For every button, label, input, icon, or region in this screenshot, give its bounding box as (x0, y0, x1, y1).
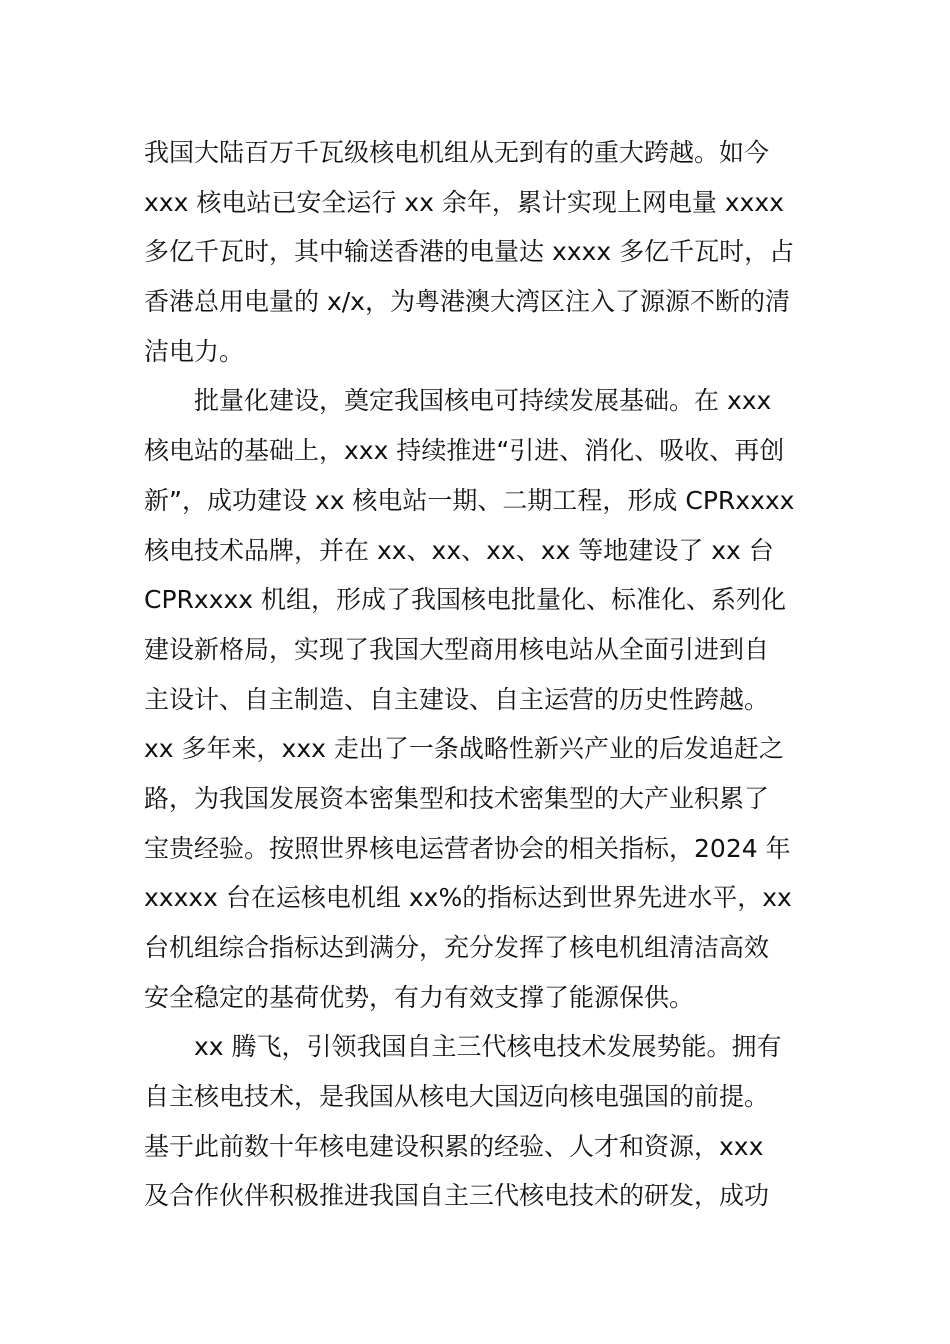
text-line: 我国大陆百万千瓦级核电机组从无到有的重大跨越。如今 (144, 138, 770, 167)
text-line: 核电技术品牌，并在 xx、xx、xx、xx 等地建设了 xx 台 (144, 535, 774, 565)
text-line: 批量化建设，奠定我国核电可持续发展基础。在 xxx (194, 386, 772, 416)
text-line: 宝贵经验。按照世界核电运营者协会的相关指标，2024 年 (144, 833, 791, 863)
text-line: 香港总用电量的 x/x，为粤港澳大湾区注入了源源不断的清 (144, 287, 790, 317)
text-line: xxxxx 台在运核电机组 xx%的指标达到世界先进水平，xx (144, 883, 792, 913)
text-line: 建设新格局，实现了我国大型商用核电站从全面引进到自 (144, 634, 770, 664)
text-line: 台机组综合指标达到满分，充分发挥了核电机组清洁高效 (144, 933, 770, 962)
text-line: 自主核电技术，是我国从核电大国迈向核电强国的前提。 (144, 1082, 770, 1112)
text-line: 新”，成功建设 xx 核电站一期、二期工程，形成 CPRxxxx (144, 485, 795, 515)
text-line: 基于此前数十年核电建设积累的经验、人才和资源，xxx (144, 1131, 764, 1161)
text-line: CPRxxxx 机组，形成了我国核电批量化、标准化、系列化 (144, 585, 787, 615)
text-line: 安全稳定的基荷优势，有力有效支撑了能源保供。 (144, 982, 695, 1012)
text-line: 洁电力。 (144, 336, 245, 366)
document-body (144, 128, 834, 1221)
text-line: xx 腾飞，引领我国自主三代核电技术发展势能。拥有 (194, 1032, 782, 1062)
text-line: xx 多年来，xxx 走出了一条战略性新兴产业的后发追赶之 (144, 734, 784, 764)
text-line: 主设计、自主制造、自主建设、自主运营的历史性跨越。 (144, 684, 770, 714)
text-line: 多亿千瓦时，其中输送香港的电量达 xxxx 多亿千瓦时，占 (144, 237, 795, 267)
text-line: 核电站的基础上，xxx 持续推进“引进、消化、吸收、再创 (144, 436, 785, 466)
text-line: 及合作伙伴积极推进我国自主三代核电技术的研发，成功 (144, 1181, 770, 1211)
text-line: 路，为我国发展资本密集型和技术密集型的大产业积累了 (144, 783, 770, 813)
text-line: xxx 核电站已安全运行 xx 余年，累计实现上网电量 xxxx (144, 187, 784, 217)
